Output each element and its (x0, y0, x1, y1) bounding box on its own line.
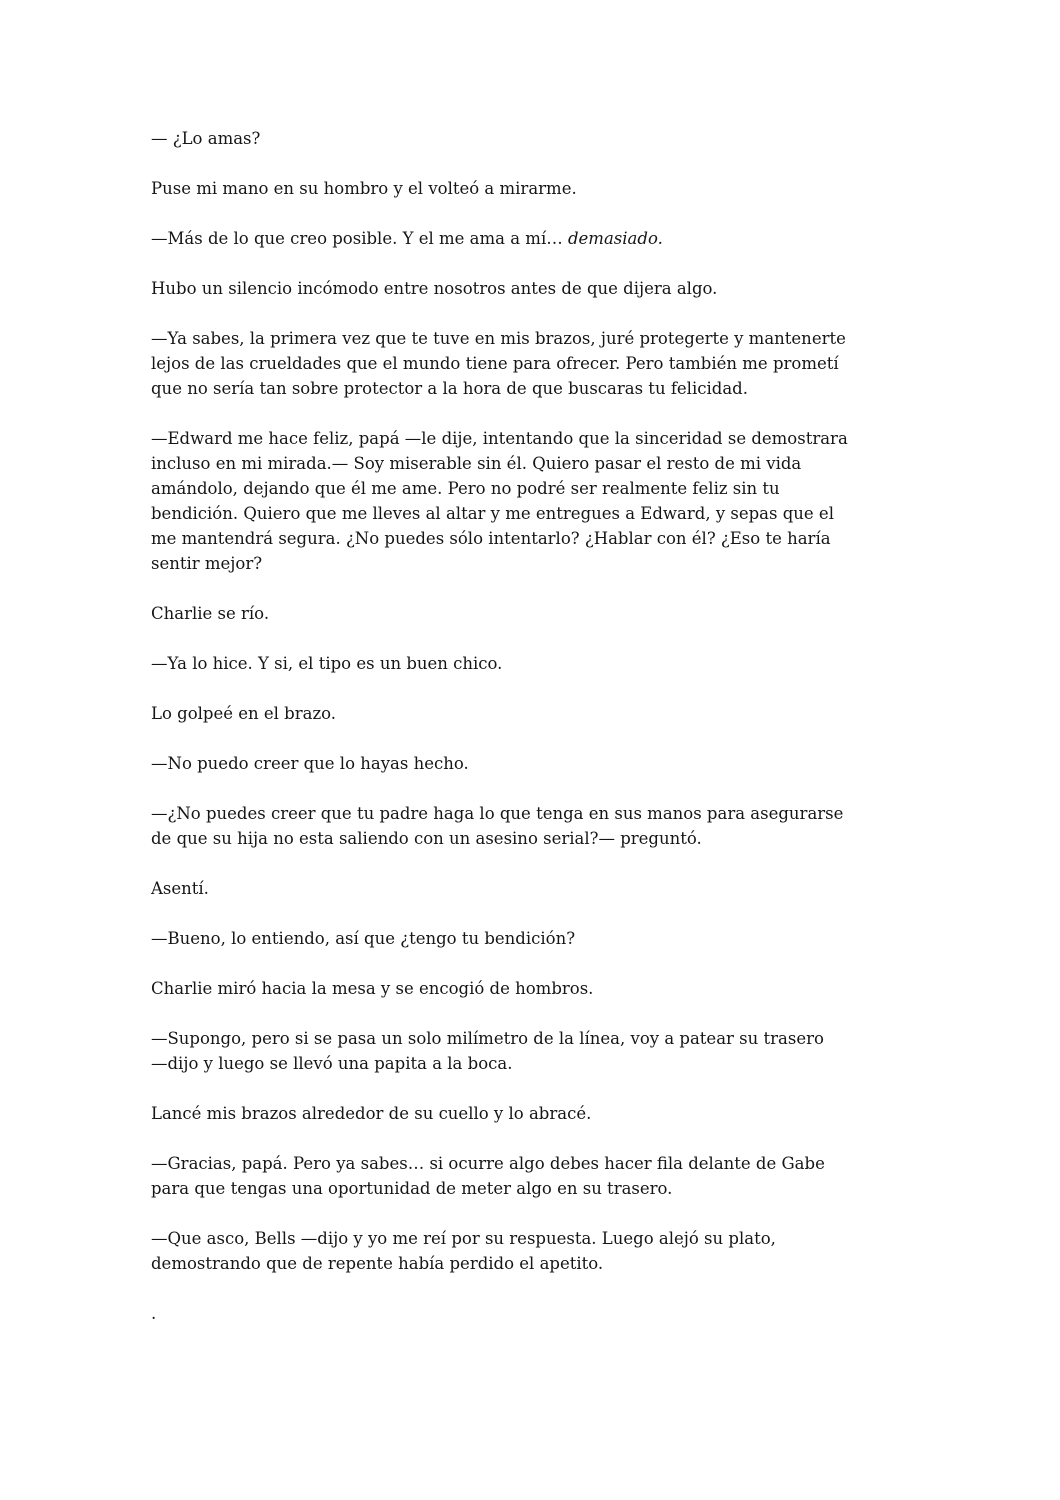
text-line: sentir mejor? (151, 554, 263, 573)
text-line: —Bueno, lo entiendo, así que ¿tengo tu bendición? (151, 929, 576, 948)
text-line: Lo golpeé en el brazo. (151, 704, 337, 723)
paragraph-1 (151, 126, 901, 151)
text-line: —¿No puedes creer que tu padre haga lo que tenga en sus manos para asegurarse (151, 804, 844, 823)
text-line (151, 226, 901, 251)
text-line: —Que asco, Bells —dijo y yo me reí por su respuesta. Luego alejó su plato, (151, 1229, 776, 1248)
text-line: lejos de las crueldades que el mundo tiene para ofrecer. Pero también me prometí (151, 354, 839, 373)
text-line: demostrando que de repente había perdido el apetito. (151, 1254, 604, 1273)
paragraph-12 (151, 876, 901, 901)
paragraph-19 (151, 1301, 901, 1326)
text-line: Charlie miró hacia la mesa y se encogió de hombros. (151, 979, 594, 998)
text-line: para que tengas una oportunidad de meter algo en su trasero. (151, 1179, 673, 1198)
paragraph-17 (151, 1151, 901, 1201)
text-line: bendición. Quiero que me lleves al altar y me entregues a Edward, y sepas que el (151, 504, 834, 523)
paragraph-7 (151, 601, 901, 626)
text-line: —Gracias, papá. Pero ya sabes… si ocurre algo debes hacer fila delante de Gabe (151, 1154, 825, 1173)
paragraph-5 (151, 326, 901, 401)
paragraph-18 (151, 1226, 901, 1276)
paragraph-4 (151, 276, 901, 301)
paragraph-9 (151, 701, 901, 726)
text-line: —Ya sabes, la primera vez que te tuve en mis brazos, juré protegerte y mantenerte (151, 329, 846, 348)
paragraph-3 (151, 226, 901, 251)
text-line: incluso en mi mirada.— Soy miserable sin él. Quiero pasar el resto de mi vida (151, 454, 802, 473)
paragraph-14 (151, 976, 901, 1001)
text-line: que no sería tan sobre protector a la hora de que buscaras tu felicidad. (151, 379, 748, 398)
text-line: Puse mi mano en su hombro y el volteó a mirarme. (151, 179, 577, 198)
paragraph-11 (151, 801, 901, 851)
text-line: —Ya lo hice. Y si, el tipo es un buen chico. (151, 654, 503, 673)
text-line: —Supongo, pero si se pasa un solo milímetro de la línea, voy a patear su trasero (151, 1029, 824, 1048)
text-line: amándolo, dejando que él me ame. Pero no podré ser realmente feliz sin tu (151, 479, 780, 498)
text-line: Lancé mis brazos alrededor de su cuello y lo abracé. (151, 1104, 592, 1123)
text-line: Asentí. (151, 879, 209, 898)
paragraph-2 (151, 176, 901, 201)
text-line: . (151, 1304, 157, 1323)
italic-emphasis: demasiado. (567, 229, 663, 248)
text-line: me mantendrá segura. ¿No puedes sólo intentarlo? ¿Hablar con él? ¿Eso te haría (151, 529, 831, 548)
text-line: —No puedo creer que lo hayas hecho. (151, 754, 469, 773)
document-body (151, 126, 901, 1351)
text-line: — ¿Lo amas? (151, 129, 261, 148)
paragraph-8 (151, 651, 901, 676)
text-line: —dijo y luego se llevó una papita a la boca. (151, 1054, 513, 1073)
paragraph-16 (151, 1101, 901, 1126)
paragraph-15 (151, 1026, 901, 1076)
text-line: Charlie se río. (151, 604, 270, 623)
paragraph-10 (151, 751, 901, 776)
text-run: —Más de lo que creo posible. Y el me ama a mí… (151, 229, 568, 248)
text-line: de que su hija no esta saliendo con un asesino serial?— preguntó. (151, 829, 702, 848)
paragraph-13 (151, 926, 901, 951)
text-line: —Edward me hace feliz, papá —le dije, intentando que la sinceridad se demostrara (151, 429, 848, 448)
paragraph-6 (151, 426, 901, 576)
text-line: Hubo un silencio incómodo entre nosotros antes de que dijera algo. (151, 279, 718, 298)
